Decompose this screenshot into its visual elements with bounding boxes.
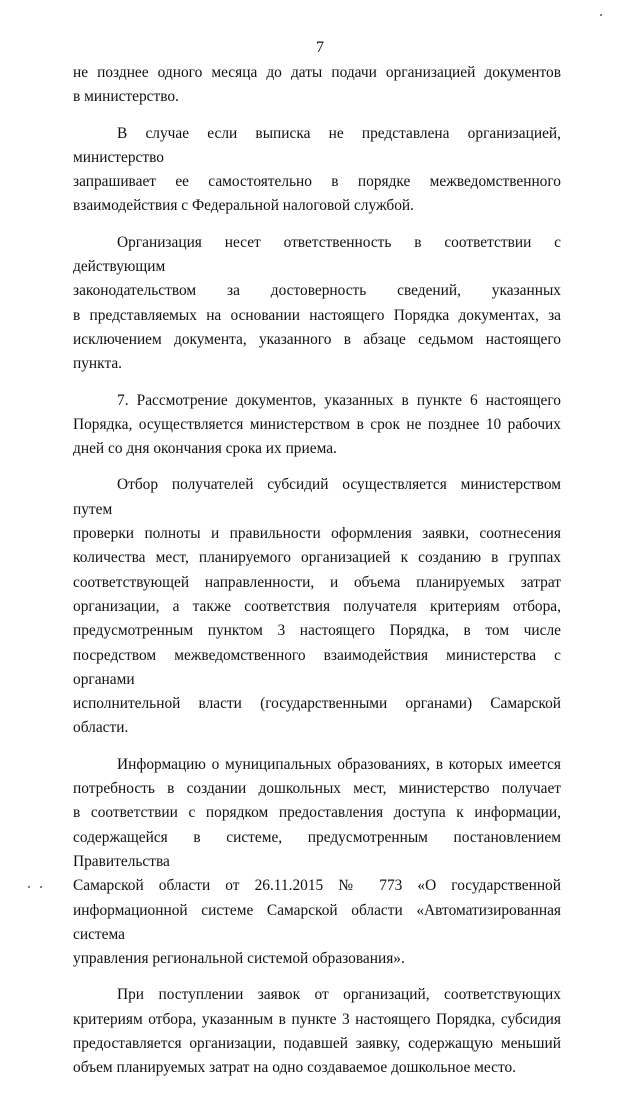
text-line: Организация несет ответственность в соответствии с действующим (73, 233, 561, 276)
text-line: в соответствии с порядком предоставления доступа к информации, (73, 804, 561, 822)
text-line: Отбор получателей субсидий осуществляется министерством путем (73, 476, 561, 518)
text-line: содержащейся в системе, предусмотренным постановлением Правительства (73, 828, 561, 870)
text-line: объем планируемых затрат на одно создаваемое дошкольное место. (73, 1059, 517, 1077)
paragraph-p3 (73, 389, 561, 462)
text-line: количества мест, планируемого организацией к созданию в группах (73, 549, 561, 567)
document-body (73, 61, 561, 1093)
text-line: посредством межведомственного взаимодействия министерства с органами (73, 646, 561, 688)
text-line: предоставляется организации, подавшей заявку, содержащую меньший (73, 1034, 561, 1052)
text-line: не позднее одного месяца до даты подачи организацией документов (73, 64, 561, 81)
text-line: исключением документа, указанного в абзаце седьмом настоящего пункта. (73, 330, 561, 373)
text-line: управления региональной системой образования». (73, 950, 405, 968)
text-line: Самарской области от 26.11.2015 № 773 «О государственной (73, 877, 561, 895)
text-line: соответствующей направленности, и объема планируемых затрат (73, 573, 561, 591)
text-line: дней со дня окончания срока их приема. (73, 440, 337, 458)
paragraph-p2 (73, 231, 561, 377)
text-line: критериям отбора, указанным в пункте 3 настоящего Порядка, субсидия (73, 1010, 561, 1028)
text-line: предусмотренным пунктом 3 настоящего Порядка, в том числе (73, 622, 561, 640)
scan-speck (600, 14, 602, 16)
scan-speck (28, 886, 30, 888)
page-number: 7 (316, 39, 324, 56)
text-line: проверки полноты и правильности оформления заявки, соотнесения (73, 525, 561, 543)
paragraph-p4 (73, 473, 561, 740)
text-line: информационной системе Самарской области «Автоматизированная система (73, 901, 561, 943)
text-line: взаимодействия с Федеральной налоговой службой. (73, 197, 414, 215)
text-line: в министерство. (73, 88, 179, 106)
text-line: организации, а также соответствия получателя критериям отбора, (73, 597, 561, 615)
text-line: 7. Рассмотрение документов, указанных в пункте 6 настоящего (117, 391, 561, 409)
paragraph-p0 (73, 61, 561, 110)
paragraph-p5 (73, 753, 561, 972)
text-line: Порядка, осуществляется министерством в срок не позднее 10 рабочих (73, 415, 561, 433)
text-line: в представляемых на основании настоящего Порядка документах, за (73, 306, 561, 324)
text-line: исполнительной власти (государственными органами) Самарской области. (73, 695, 561, 737)
paragraph-p1 (73, 122, 561, 219)
scan-speck (40, 886, 42, 888)
text-line: потребность в создании дошкольных мест, министерство получает (73, 780, 561, 798)
text-line: В случае если выписка не представлена организацией, министерство (73, 124, 561, 166)
paragraph-p6 (73, 983, 561, 1080)
text-line: При поступлении заявок от организаций, соответствующих (117, 986, 561, 1004)
text-line: Информацию о муниципальных образованиях, в которых имеется (117, 755, 561, 773)
text-line: законодательством за достоверность сведений, указанных (73, 282, 561, 300)
text-line: запрашивает ее самостоятельно в порядке межведомственного (73, 173, 561, 191)
